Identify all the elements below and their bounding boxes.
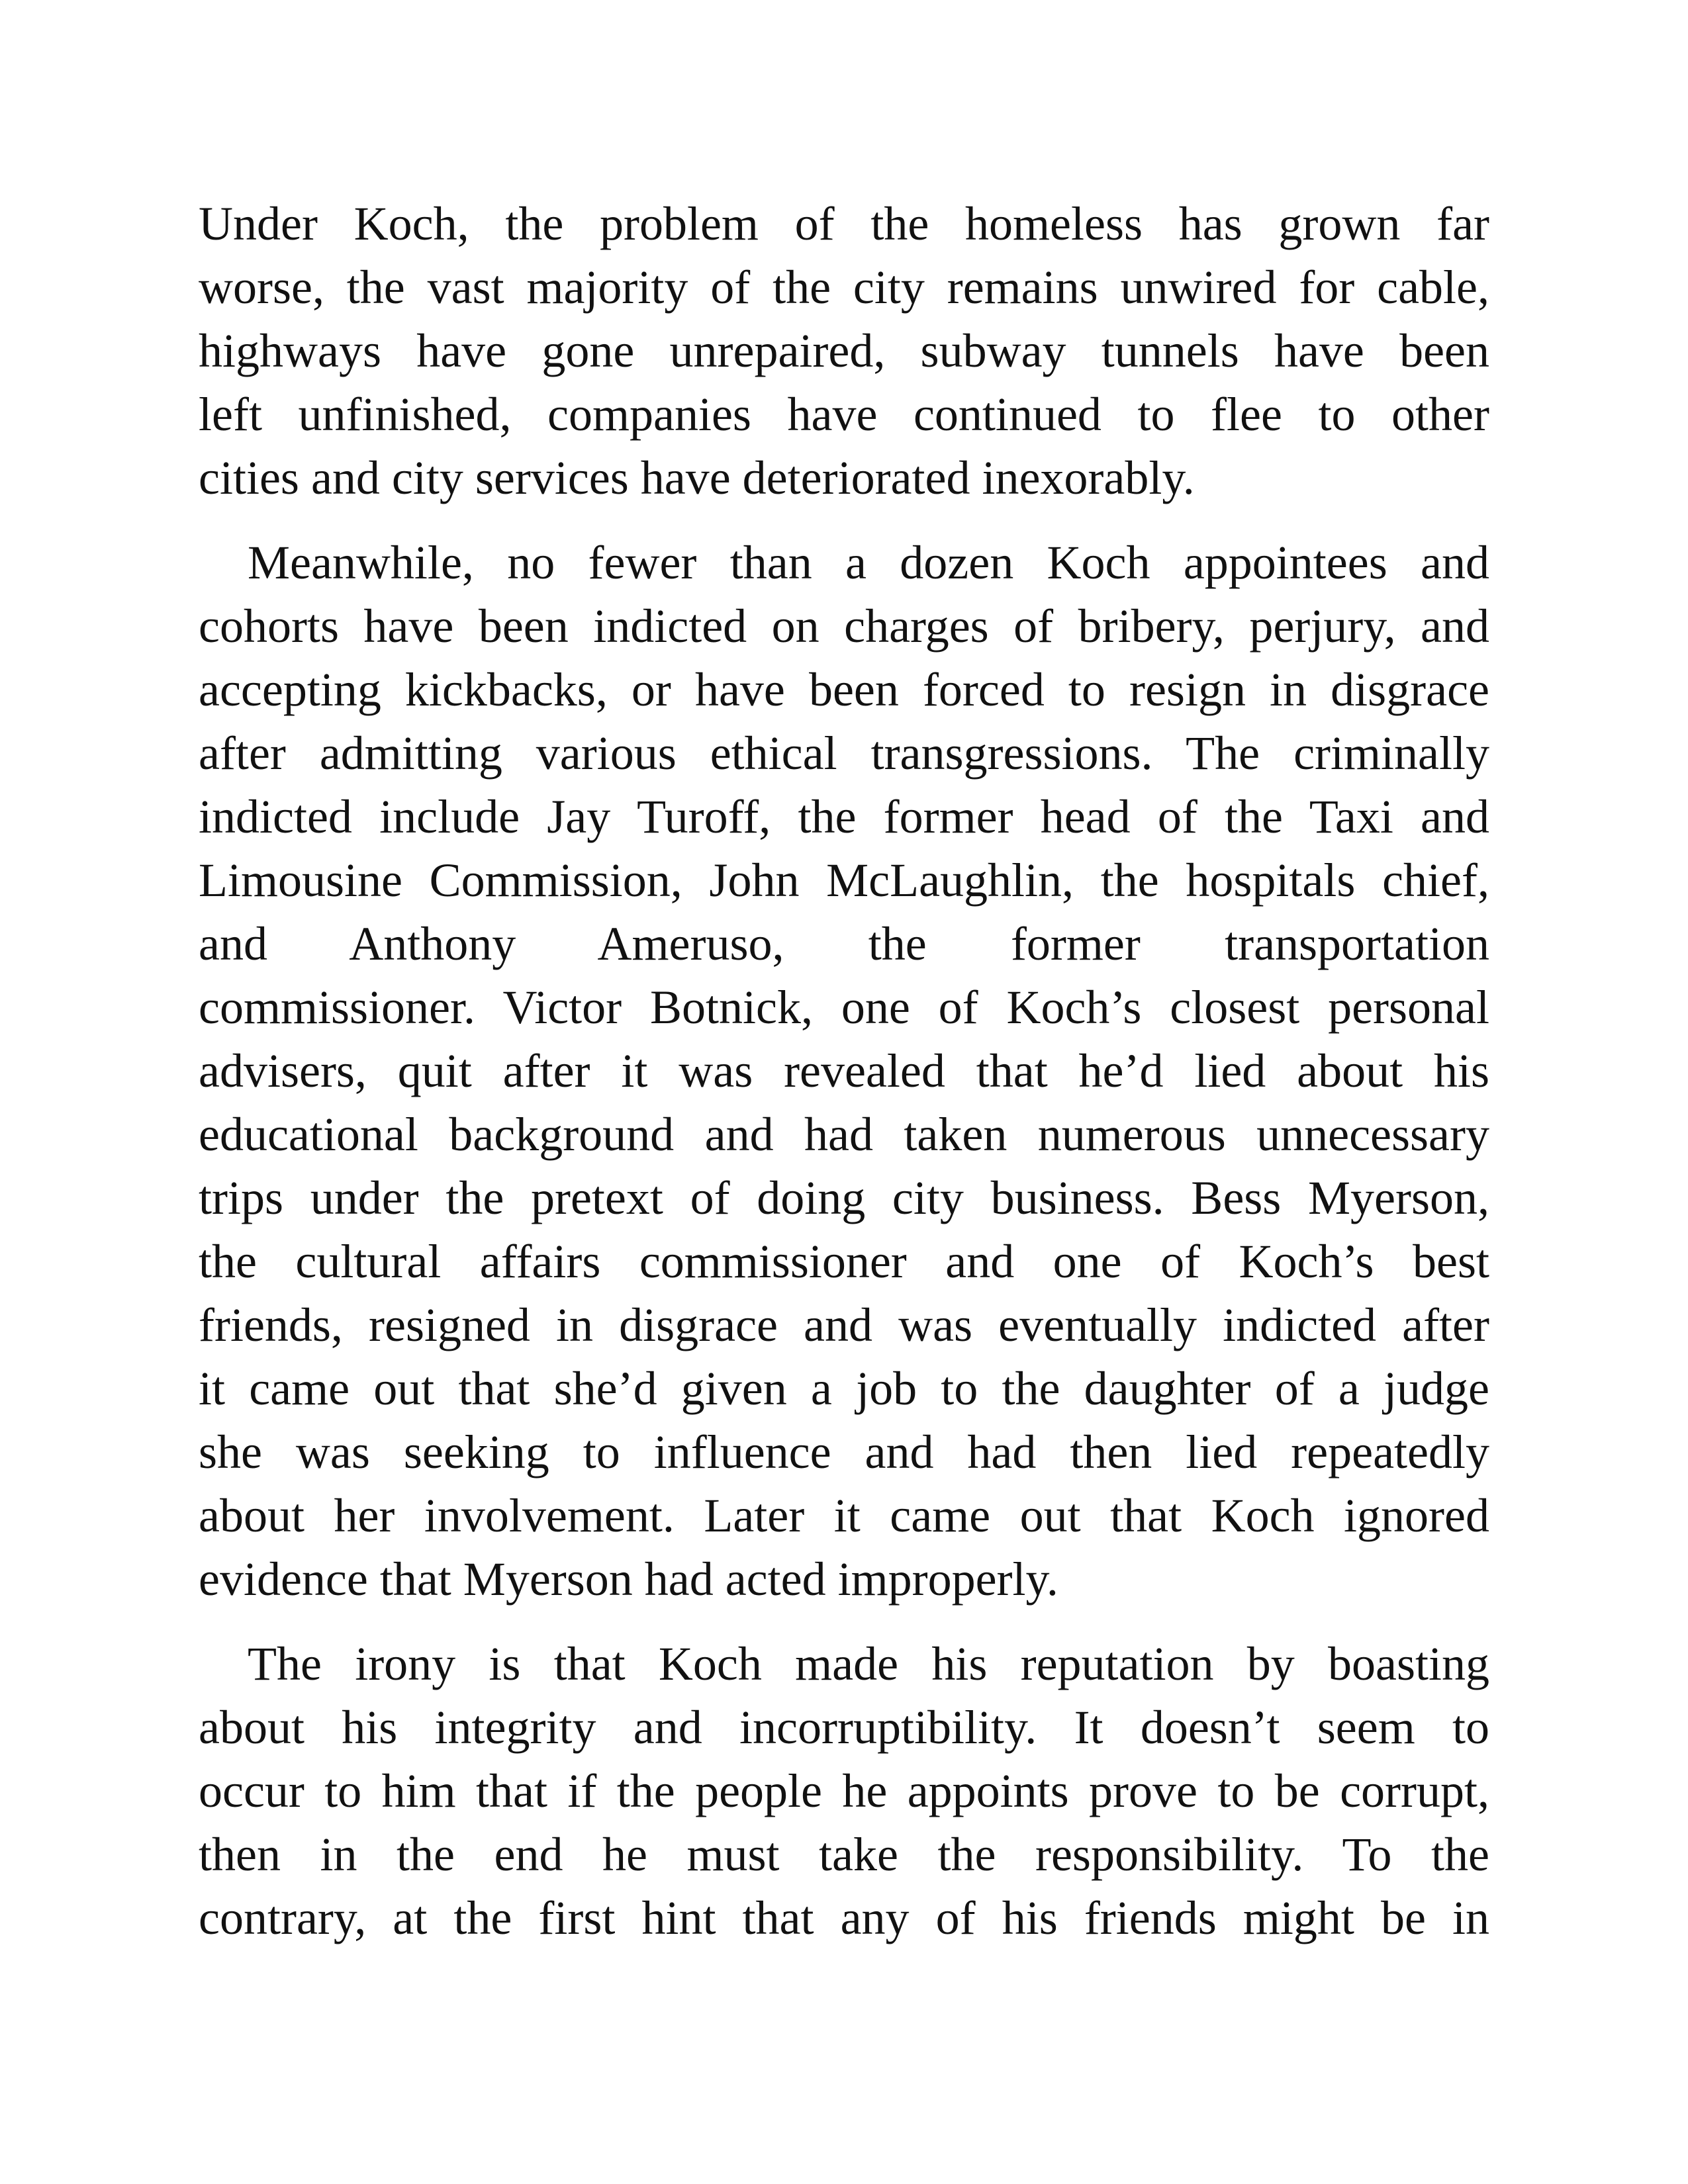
text-line: cities and city services have deteriorated inexorably. (199, 451, 1195, 504)
text-line: and Anthony Ameruso, the former transportation (199, 917, 1489, 970)
text-line: about his integrity and incorruptibility. It doesn’t seem to (199, 1701, 1489, 1754)
text-line: left unfinished, companies have continued to flee to other (199, 388, 1489, 441)
text-line: occur to him that if the people he appoints prove to be corrupt, (199, 1764, 1489, 1817)
text-line: contrary, at the first hint that any of his friends might be in (199, 1891, 1489, 1944)
text-line: Meanwhile, no fewer than a dozen Koch appointees and (248, 536, 1489, 589)
text-line: Under Koch, the problem of the homeless has grown far (199, 197, 1489, 250)
text-line: worse, the vast majority of the city remains unwired for cable, (199, 261, 1489, 314)
text-line: Limousine Commission, John McLaughlin, the hospitals chief, (199, 854, 1489, 907)
text-line: she was seeking to influence and had then lied repeatedly (199, 1426, 1489, 1479)
paragraph-2 (199, 531, 1489, 1611)
paragraph-3 (199, 1632, 1489, 1950)
text-line: educational background and had taken numerous unnecessary (199, 1108, 1489, 1161)
text-line: about her involvement. Later it came out that Koch ignored (199, 1489, 1489, 1542)
text-line: indicted include Jay Turoff, the former head of the Taxi and (199, 790, 1489, 843)
text-line: evidence that Myerson had acted improperly. (199, 1553, 1058, 1606)
text-line: after admitting various ethical transgressions. The criminally (199, 727, 1489, 780)
text-line: The irony is that Koch made his reputation by boasting (248, 1637, 1489, 1690)
text-line: it came out that she’d given a job to the daughter of a judge (199, 1362, 1489, 1415)
text-line: highways have gone unrepaired, subway tunnels have been (199, 324, 1489, 377)
text-line: friends, resigned in disgrace and was eventually indicted after (199, 1298, 1489, 1351)
text-line: commissioner. Victor Botnick, one of Koch’s closest personal (199, 981, 1489, 1034)
paragraph-1 (199, 192, 1489, 510)
text-line: trips under the pretext of doing city business. Bess Myerson, (199, 1171, 1489, 1224)
text-line: accepting kickbacks, or have been forced to resign in disgrace (199, 663, 1489, 716)
text-line: advisers, quit after it was revealed that he’d lied about his (199, 1044, 1489, 1097)
text-line: then in the end he must take the responsibility. To the (199, 1828, 1489, 1881)
text-line: the cultural affairs commissioner and one of Koch’s best (199, 1235, 1489, 1288)
text-line: cohorts have been indicted on charges of bribery, perjury, and (199, 600, 1489, 653)
document-page (199, 192, 1489, 2019)
